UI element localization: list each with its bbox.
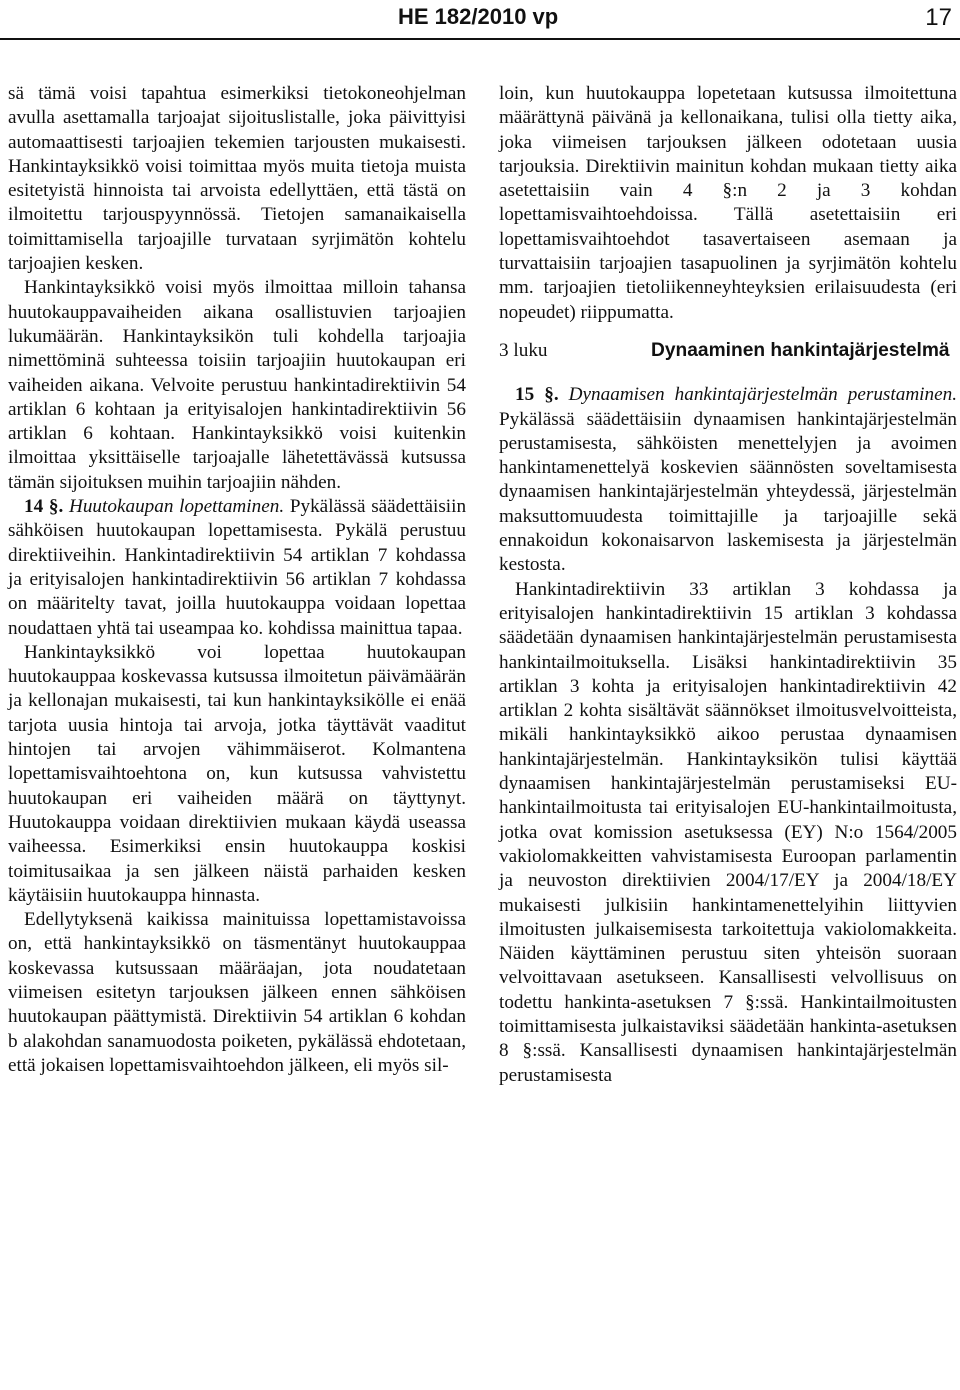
section-text: Pykälässä säädettäisiin dynaamisen hankintajärjestelmän perustamisesta, sähköisten menettelyjen ja avoimen hankintamenettelyä koskevien säännösten soveltamisesta dynaamisen hankintajärjestelmän yhteydessä, järjestelmän maksuttomuudesta toimittajille ja tarjoajille sekä ennakoidun kokonaisarvon laskemisesta ja järjestelmän kestosta. <box>499 408 957 576</box>
left-column <box>8 82 466 1078</box>
document-id: HE 182/2010 vp <box>398 4 559 29</box>
chapter-title: Dynaaminen hankintajärjestelmä <box>651 339 950 361</box>
paragraph: Hankintadirektiivin 33 artiklan 3 kohdassa ja erityisalojen hankintadirektiivin 15 artiklan 3 kohdassa säädetään dynaamisen hankintajärjestelmän perustamisesta hankintailmoituksella. Lisäksi hankintadirektiivin 35 artiklan 3 kohta ja erityisalojen hankintadirektiivin 42 artiklan 2 kohta sisältävät säännökset ilmoitusvelvoitteista, mikäli hankintayksikkö aikoo perustaa dynaamisen hankintajärjestelmän. Hankintayksikön tulisi käyttää dynaamisen hankintajärjestelmän perustamiseksi EU-hankintailmoitusta tai erityisalojen EU-hankintailmoitusta, jotka ovat komission asetuksessa (EY) N:o 1564/2005 vakiolomakkeitten vahvistamisesta Euroopan parlamentin ja neuvoston direktiivien 2004/17/EY ja 2004/18/EY mukaisesti julkisiin hankintamenettelyihin liittyvien ilmoitusten julkaisemisesta tarkoitettuja vakiolomakkeita. Näiden käyttäminen perustuu siten yhteisön suoraan velvoittavaan asetukseen. Kansallisesti velvollisuus on todettu hankinta-asetuksen 7 §:ssä. Hankintailmoitusten toimittamisesta julkaistaviksi säädetään hankinta-asetuksen 8 §:ssä. Kansallisesti dynaamisen hankintajärjestelmän perustamisesta <box>499 578 957 1086</box>
header-rule <box>0 38 960 40</box>
section-15 <box>499 383 957 577</box>
section-text: Pykälässä säädettäisiin sähköisen huutokaupan lopettamisesta. Pykälä perustuu direktiiveihin. Hankintadirektiivin 54 artiklan 7 kohdassa ja erityisalojen hankintadirektiivin 56 artiklan 7 kohdassa on määritelty tavat, joilla huutokauppa voidaan lopettaa noudattaen yhtä tai useampaa ko. kohdissa mainittua tapaa. <box>8 496 467 639</box>
right-column <box>499 82 957 1088</box>
section-14 <box>8 495 466 641</box>
chapter-heading <box>499 339 957 363</box>
paragraph: Hankintayksikkö voi lopettaa huutokaupan huutokauppaa koskevassa kutsussa ilmoitetun päivämäärän ja kellonajan mukaisesti, tai kun hankintayksikölle ei enää tarjota uusia hintoja tai arvoja, jotka täyttävät vaaditut hintojen tai arvojen vähimmäiserot. Kolmantena lopettamisvaihtoehtona on, kun kutsussa vahvistettu huutokaupan eri vaiheiden määrä on täyttynyt. Huutokauppa voidaan direktiivien mukaan käydä useassa vaiheessa. Esimerkiksi ensin huutokauppa koskisi toimitusaikaa ja sen jälkeen näistä parhaiden kesken käytäisiin huutokauppa hinnasta. <box>8 641 466 906</box>
section-number: 14 §. <box>24 496 64 518</box>
paragraph: Hankintayksikkö voisi myös ilmoittaa milloin tahansa huutokauppavaiheiden aikana osallistuvien tarjoajien lukumäärän. Hankintayksikön tuli kohdella tarjoajia nimettöminä suhteessa toisiin tarjoajiin huutokaupan eri vaiheiden aikana. Velvoite perustuu hankintadirektiivin 54 artiklan 6 kohtaan ja erityisalojen hankintadirektiivin 56 artiklan 6 kohtaan. Hankintayksikkö voisi kuitenkin ilmoittaa yksittäiselle tarjoajalle lähetettävässä kutsussa tämän sijoituksen muihin tarjoajiin nähden. <box>8 277 466 493</box>
paragraph: Edellytyksenä kaikissa mainituissa lopettamistavoissa on, että hankintayksikkö on täsmentänyt huutokauppaa koskevassa kutsussaan määräajan, jota noudatetaan viimeisen esitetyn tarjouksen jälkeen ennen sähköisen huutokaupan päättymistä. Direktiivin 54 artiklan 6 kohdan b alakohdan sanamuodosta poiketen, pykälässä ehdotetaan, että jokaisen lopettamisvaihtoehdon jälkeen, eli myös sil- <box>8 909 466 1076</box>
section-number: 15 §. <box>515 384 559 406</box>
page-header <box>0 0 960 34</box>
chapter-label: 3 luku <box>499 339 548 361</box>
section-title: Dynaamisen hankintajärjestelmän perustaminen. <box>568 384 958 406</box>
paragraph: loin, kun huutokauppa lopetetaan kutsussa ilmoitettuna määrättynä päivänä ja kellonaikana, tulisi olla tietty aika, joka viimeisen tarjouksen jälkeen odotetaan uusia tarjouksia. Direktiivin mainitun kohdan mukaan tietty aika asetettaisiin vain 4 §:n 2 ja 3 kohdan lopettamisvaihtoehdoissa. Tällä asetettaisiin eri lopettamisvaihtoehdot tasavertaiseen asemaan ja turvattaisiin tarjoajien tasapuolinen ja syrjimätön kohtelu mm. tarjoajien tietoliikenneyhteyksien erilaisuudesta (eri nopeudet) riippumatta. <box>499 83 957 323</box>
page-number: 17 <box>925 4 952 31</box>
paragraph: sä tämä voisi tapahtua esimerkiksi tietokoneohjelman avulla asettamalla tarjoajat sijoituslistalle, joka päivittyisi automaattisesti tarjoajien tekemien tarjousten mukaisesti. Hankintayksikkö voisi toimittaa myös muita tietoja muista esitetyistä hinnoista tai arvoista edellyttäen, että tästä on ilmoitettu tarjouspyynnössä. Tietojen samanaikaisella toimittamisella tarjoajille turvataan syrjimätön kohtelu tarjoajien kesken. <box>8 83 466 275</box>
section-title: Huutokaupan lopettaminen. <box>68 496 285 518</box>
